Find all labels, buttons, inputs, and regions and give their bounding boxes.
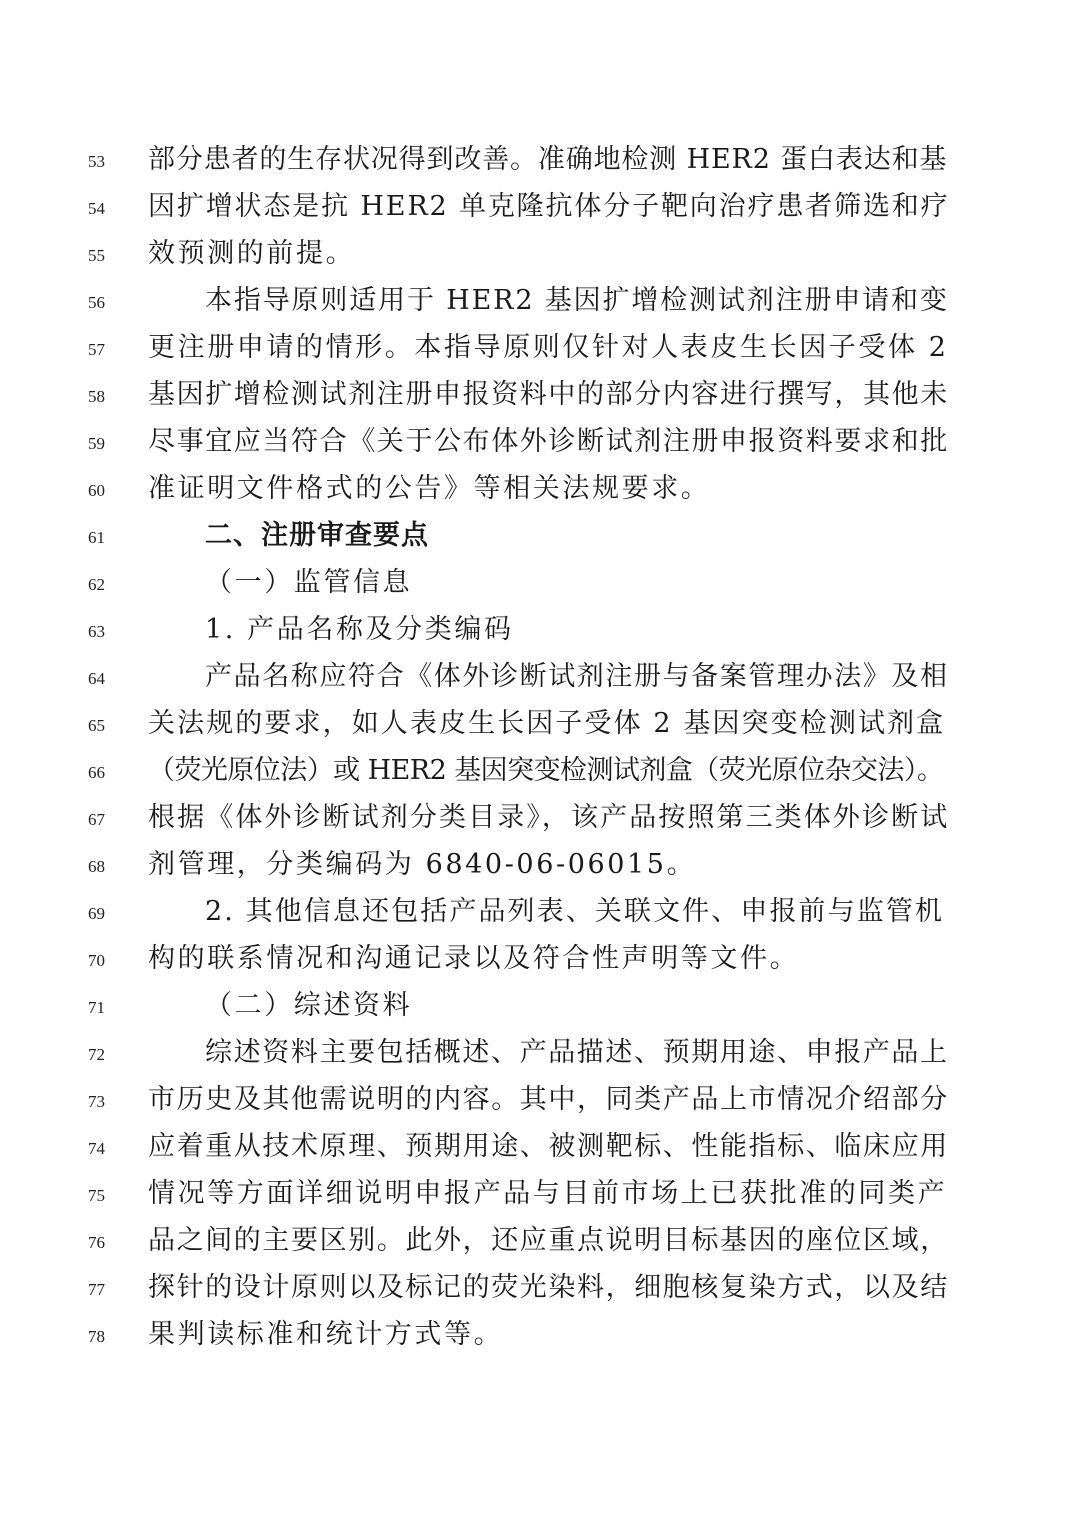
line-number: 75: [88, 1186, 105, 1205]
line-57: [0, 328, 1080, 375]
line-56: [0, 281, 1080, 328]
line-73: [0, 1080, 1080, 1127]
line-number: 71: [88, 998, 105, 1017]
subsection-heading: （一）监管信息: [205, 567, 413, 598]
line-64: [0, 657, 1080, 704]
line-number: 68: [88, 857, 105, 876]
line-number: 53: [88, 152, 105, 171]
line-number: 56: [88, 293, 105, 312]
line-61: [0, 516, 1080, 563]
line-text: 关法规的要求，如人表皮生长因子受体 2 基因突变检测试剂盒: [148, 708, 946, 739]
line-number: 57: [88, 340, 105, 359]
line-76: [0, 1221, 1080, 1268]
line-66: [0, 751, 1080, 798]
line-number: 70: [88, 951, 105, 970]
line-68: [0, 845, 1080, 892]
line-number: 59: [88, 434, 105, 453]
line-55: [0, 234, 1080, 281]
line-text: 剂管理，分类编码为 6840-06-06015。: [148, 849, 697, 880]
line-text: 产品名称应符合《体外诊断试剂注册与备案管理办法》及相: [205, 661, 949, 692]
line-text: 本指导原则适用于 HER2 基因扩增检测试剂注册申请和变: [205, 285, 949, 316]
line-number: 61: [88, 528, 105, 547]
item-heading: 1. 产品名称及分类编码: [205, 614, 514, 645]
line-60: [0, 469, 1080, 516]
line-number: 78: [88, 1327, 105, 1346]
line-58: [0, 375, 1080, 422]
line-text: 因扩增状态是抗 HER2 单克隆抗体分子靶向治疗患者筛选和疗: [148, 191, 950, 222]
line-text: 市历史及其他需说明的内容。其中，同类产品上市情况介绍部分: [148, 1084, 949, 1115]
line-number: 63: [88, 622, 105, 641]
line-number: 64: [88, 669, 105, 688]
line-number: 74: [88, 1139, 105, 1158]
line-text: 基因扩增检测试剂注册申报资料中的部分内容进行撰写，其他未: [148, 379, 949, 410]
line-text: 更注册申请的情形。本指导原则仅针对人表皮生长因子受体 2: [148, 332, 949, 363]
line-number: 54: [88, 199, 105, 218]
line-62: [0, 563, 1080, 610]
line-77: [0, 1268, 1080, 1315]
line-number: 77: [88, 1280, 105, 1299]
line-text: 尽事宜应当符合《关于公布体外诊断试剂注册申报资料要求和批: [148, 426, 949, 457]
line-number: 66: [88, 763, 105, 782]
line-number: 55: [88, 246, 105, 265]
line-70: [0, 939, 1080, 986]
line-text: 根据《体外诊断试剂分类目录》，该产品按照第三类体外诊断试: [148, 802, 950, 833]
line-text: 效预测的前提。: [148, 238, 356, 269]
line-number: 65: [88, 716, 105, 735]
line-text: 应着重从技术原理、预期用途、被测靶标、性能指标、临床应用: [148, 1131, 949, 1162]
line-54: [0, 187, 1080, 234]
line-number: 58: [88, 387, 105, 406]
line-text: （荧光原位法）或 HER2 基因突变检测试剂盒（荧光原位杂交法）。: [148, 755, 944, 786]
line-text: 综述资料主要包括概述、产品描述、预期用途、申报产品上: [205, 1037, 949, 1068]
line-65: [0, 704, 1080, 751]
line-text: 探针的设计原则以及标记的荧光染料，细胞核复染方式，以及结: [148, 1272, 949, 1303]
line-text: 2. 其他信息还包括产品列表、关联文件、申报前与监管机: [205, 896, 945, 927]
line-number: 76: [88, 1233, 105, 1252]
line-number: 73: [88, 1092, 105, 1111]
line-63: [0, 610, 1080, 657]
line-number: 62: [88, 575, 105, 594]
line-number: 60: [88, 481, 105, 500]
line-78: [0, 1315, 1080, 1362]
subsection-heading: （二）综述资料: [205, 990, 413, 1021]
line-67: [0, 798, 1080, 845]
line-text: 部分患者的生存状况得到改善。准确地检测 HER2 蛋白表达和基: [148, 144, 948, 175]
line-72: [0, 1033, 1080, 1080]
line-number: 72: [88, 1045, 105, 1064]
line-text: 构的联系情况和沟通记录以及符合性声明等文件。: [148, 943, 800, 974]
line-75: [0, 1174, 1080, 1221]
line-number: 67: [88, 810, 105, 829]
line-69: [0, 892, 1080, 939]
line-text: 准证明文件格式的公告》等相关法规要求。: [148, 473, 711, 504]
line-74: [0, 1127, 1080, 1174]
line-number: 69: [88, 904, 105, 923]
section-heading: 二、注册审查要点: [205, 520, 429, 551]
line-71: [0, 986, 1080, 1033]
line-text: 情况等方面详细说明申报产品与目前市场上已获批准的同类产: [148, 1178, 948, 1209]
line-53: [0, 140, 1080, 187]
line-59: [0, 422, 1080, 469]
line-text: 品之间的主要区别。此外，还应重点说明目标基因的座位区域，: [148, 1225, 949, 1256]
line-text: 果判读标准和统计方式等。: [148, 1319, 504, 1350]
